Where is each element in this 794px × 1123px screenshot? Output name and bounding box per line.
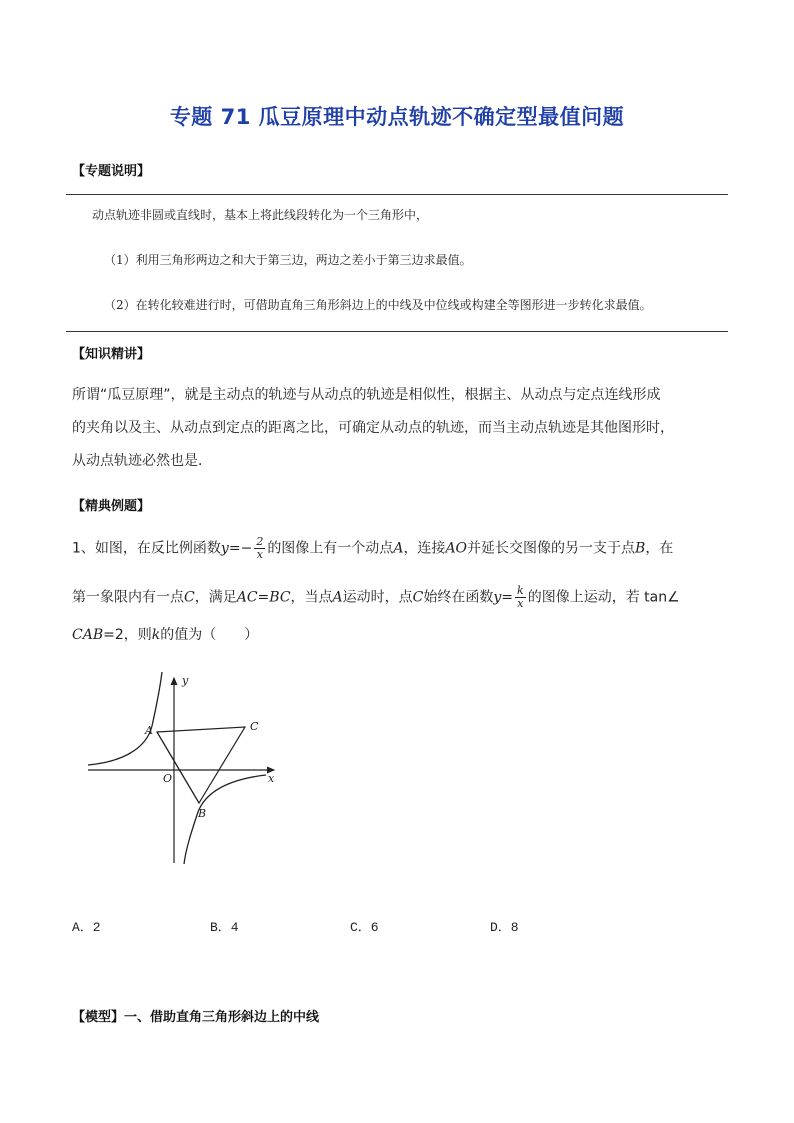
knowledge-line-1: 所谓“瓜豆原理”，就是主动点的轨迹与从动点的轨迹是相似性，根据主、从动点与定点连线形成 bbox=[72, 387, 661, 403]
option-a[interactable]: A．2 bbox=[72, 920, 101, 935]
problem-line-2: 第一象限内有一点C，满足AC=BC，当点A运动时，点C始终在函数y= $\frac{k}{x}$ 的图像上运动，若 tan∠ bbox=[72, 584, 680, 610]
triangle-abc bbox=[157, 727, 245, 803]
bottom-rule bbox=[66, 331, 728, 332]
top-rule bbox=[66, 194, 728, 195]
page-title: 专题 71 瓜豆原理中动点轨迹不确定型最值问题 bbox=[169, 105, 625, 129]
option-c[interactable]: C．6 bbox=[350, 920, 379, 935]
label-b: B bbox=[198, 807, 207, 820]
section-heading-knowledge: 【知识精讲】 bbox=[72, 347, 151, 362]
answer-options bbox=[0, 916, 794, 936]
problem-line-1: 1、如图，在反比例函数y=− $\frac{2}{x}$ 的图像上有一个动点A，连接AO并延长交图像的另一支于点B，在 bbox=[72, 535, 674, 561]
option-b[interactable]: B．4 bbox=[210, 920, 239, 935]
note-line-1: 动点轨迹非圆或直线时，基本上将此线段转化为一个三角形中， bbox=[92, 208, 429, 222]
hyperbola-branch-fourth-quadrant bbox=[184, 775, 266, 864]
note-line-3: （2）在转化较难进行时，可借助直角三角形斜边上的中线及中位线或构建全等图形进一步转化求最值。 bbox=[104, 298, 652, 312]
problem-line-3: CAB=2，则k的值为（ ） bbox=[72, 627, 259, 643]
hyperbola-branch-second-quadrant bbox=[88, 672, 162, 765]
note-line-2: （1）利用三角形两边之和大于第三边，两边之差小于第三边求最值。 bbox=[104, 253, 472, 267]
label-y: y bbox=[182, 674, 189, 687]
label-o: O bbox=[163, 772, 173, 785]
option-d[interactable]: D．8 bbox=[490, 920, 519, 935]
section-heading-example: 【精典例题】 bbox=[72, 499, 151, 514]
section-heading-model: 【模型】一、借助直角三角形斜边上的中线 bbox=[72, 1010, 320, 1025]
label-x: x bbox=[268, 772, 275, 785]
segment-ab bbox=[157, 732, 199, 803]
knowledge-line-3: 从动点轨迹必然也是． bbox=[72, 453, 212, 469]
knowledge-line-2: 的夹角以及主、从动点到定点的距离之比，可确定从动点的轨迹，而当主动点轨迹是其他图形时， bbox=[72, 420, 674, 436]
section-heading-explain: 【专题说明】 bbox=[72, 164, 151, 179]
fraction-k-over-x: $\frac{k}{x}$ bbox=[517, 584, 524, 610]
label-c: C bbox=[250, 720, 259, 733]
fraction-neg-2-over-x: $\frac{2}{x}$ bbox=[256, 535, 264, 561]
problem-figure bbox=[80, 668, 290, 868]
label-a: A bbox=[145, 724, 153, 737]
